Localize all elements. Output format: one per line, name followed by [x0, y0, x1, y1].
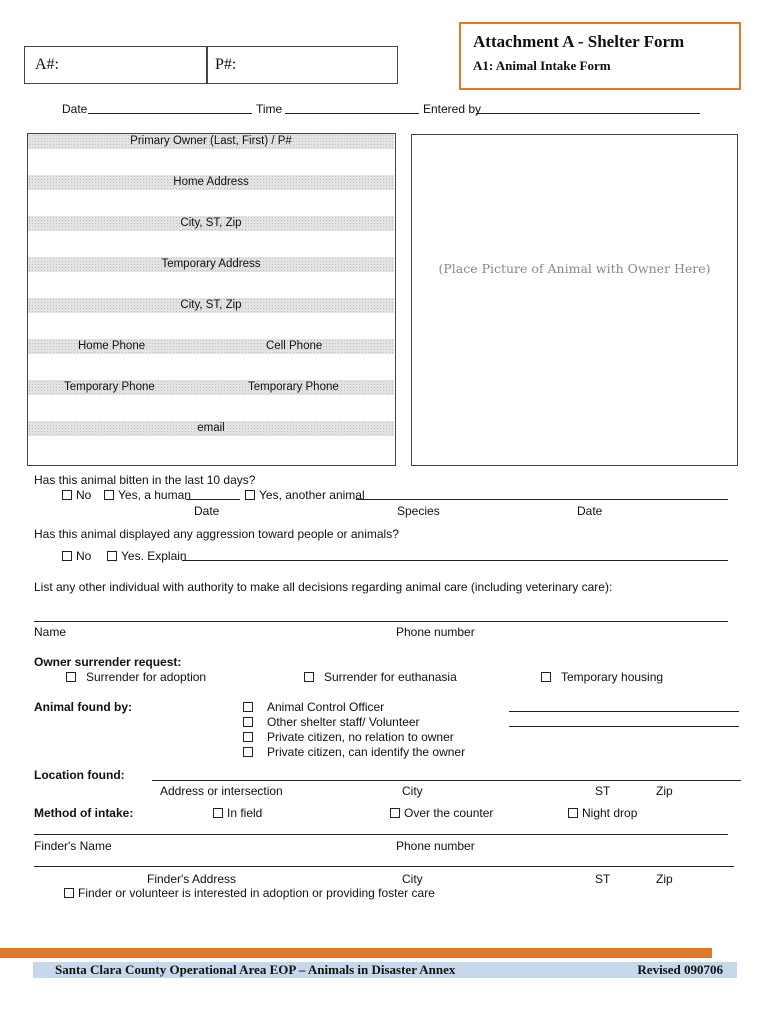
intake-field-option[interactable]: [213, 806, 262, 820]
intake-night-drop-label: Night drop: [582, 806, 638, 820]
surrender-heading: Owner surrender request:: [34, 655, 182, 669]
location-address-caption: Address or intersection: [160, 784, 283, 798]
bite-animal-details-field[interactable]: [356, 499, 728, 500]
intake-counter-option[interactable]: [390, 806, 493, 820]
finder-phone-caption: Phone number: [396, 839, 475, 853]
surrender-euthanasia-label: Surrender for euthanasia: [324, 670, 457, 684]
aggression-yes-option[interactable]: [107, 549, 187, 563]
primary-owner-header: [28, 134, 394, 149]
date-field[interactable]: [88, 113, 252, 114]
bite-yes-human-option[interactable]: [104, 488, 191, 502]
phone-fields[interactable]: [28, 354, 394, 380]
footer-accent-bar: [0, 948, 712, 958]
temporary-housing-option[interactable]: [541, 670, 663, 684]
temporary-housing-label: Temporary housing: [561, 670, 664, 684]
found-by-label-3: Private citizen, no relation to owner: [267, 730, 454, 744]
found-by-label-2: Other shelter staff/ Volunteer: [267, 715, 420, 729]
email-field[interactable]: [28, 436, 394, 463]
bite-yes-human-label: Yes, a human: [118, 488, 191, 502]
location-field[interactable]: [152, 780, 741, 781]
checkbox-icon[interactable]: [243, 747, 253, 757]
aggression-no-label: No: [76, 549, 92, 563]
surrender-adoption-label: Surrender for adoption: [86, 670, 207, 684]
title-box: [459, 22, 741, 90]
checkbox-icon[interactable]: [62, 551, 72, 561]
form-subtitle: A1: Animal Intake Form: [473, 58, 611, 73]
checkbox-icon[interactable]: [213, 808, 223, 818]
p-number-field[interactable]: [206, 46, 398, 84]
checkbox-icon[interactable]: [66, 672, 76, 682]
email-label: email: [197, 422, 225, 434]
finder-address-caption: Finder's Address: [147, 872, 236, 886]
primary-owner-label: Primary Owner (Last, First) / P#: [130, 135, 292, 147]
footer-band: [33, 962, 737, 978]
checkbox-icon[interactable]: [541, 672, 551, 682]
aggression-yes-label: Yes. Explain: [121, 549, 187, 563]
checkbox-icon[interactable]: [243, 702, 253, 712]
cell-phone-label: Cell Phone: [266, 340, 323, 352]
intake-counter-label: Over the counter: [404, 806, 494, 820]
surrender-adoption-option[interactable]: [66, 670, 206, 684]
found-by-detail-field-2[interactable]: [509, 726, 739, 727]
checkbox-icon[interactable]: [245, 490, 255, 500]
home-address-field[interactable]: [28, 190, 394, 216]
surrender-euthanasia-option[interactable]: [304, 670, 457, 684]
temporary-phone-label-1: Temporary Phone: [64, 381, 155, 393]
location-st-caption: ST: [595, 784, 611, 798]
temporary-address-header: [28, 257, 394, 272]
bite-date-caption: Date: [194, 504, 220, 518]
finder-city-caption: City: [402, 872, 423, 886]
home-address-header: [28, 175, 394, 190]
checkbox-icon[interactable]: [62, 490, 72, 500]
finder-address-field[interactable]: [34, 866, 734, 867]
authority-name-caption: Name: [34, 625, 67, 639]
checkbox-icon[interactable]: [568, 808, 578, 818]
time-label: Time: [256, 102, 283, 116]
date-label: Date: [62, 102, 88, 116]
temporary-phone-fields[interactable]: [28, 395, 394, 421]
finder-st-caption: ST: [595, 872, 611, 886]
finder-zip-caption: Zip: [656, 872, 673, 886]
p-number-label: P#:: [215, 56, 237, 73]
bite-date2-caption: Date: [577, 504, 603, 518]
finder-name-caption: Finder's Name: [34, 839, 112, 853]
bite-no-label: No: [76, 488, 92, 502]
city-st-zip-field-1[interactable]: [28, 231, 394, 257]
found-by-option-1[interactable]: [243, 700, 384, 714]
intake-heading: Method of intake:: [34, 806, 134, 820]
bite-yes-animal-label: Yes, another animal: [259, 488, 365, 502]
checkbox-icon[interactable]: [390, 808, 400, 818]
phone-header: [28, 339, 394, 354]
checkbox-icon[interactable]: [64, 888, 74, 898]
a-number-field[interactable]: [24, 46, 208, 84]
checkbox-icon[interactable]: [104, 490, 114, 500]
bite-yes-animal-option[interactable]: [245, 488, 365, 502]
footer-title: Santa Clara County Operational Area EOP – Animals in Disaster Annex: [55, 962, 456, 977]
found-by-detail-field-1[interactable]: [509, 711, 739, 712]
intake-night-drop-option[interactable]: [568, 806, 637, 820]
bite-question: Has this animal bitten in the last 10 days?: [34, 473, 256, 487]
location-city-caption: City: [402, 784, 423, 798]
city-st-zip-field-2[interactable]: [28, 313, 394, 339]
entered-by-label: Entered by: [423, 102, 482, 116]
found-by-option-2[interactable]: [243, 715, 420, 729]
a-number-label: A#:: [35, 56, 59, 73]
time-field[interactable]: [285, 113, 419, 114]
home-phone-label: Home Phone: [78, 340, 146, 352]
city-st-zip-label-1: City, ST, Zip: [180, 217, 242, 229]
temporary-address-label: Temporary Address: [161, 258, 261, 270]
temporary-address-field[interactable]: [28, 272, 394, 298]
checkbox-icon[interactable]: [243, 732, 253, 742]
bite-species-caption: Species: [397, 504, 440, 518]
city-st-zip-header-2: [28, 298, 394, 313]
primary-owner-field[interactable]: [28, 149, 394, 175]
aggression-no-option[interactable]: [62, 549, 91, 563]
entered-by-field[interactable]: [476, 113, 700, 114]
finder-name-field[interactable]: [34, 834, 728, 835]
authority-phone-caption: Phone number: [396, 625, 475, 639]
finder-interest-label: Finder or volunteer is interested in adoption or providing foster care: [78, 886, 435, 900]
aggression-question: Has this animal displayed any aggression toward people or animals?: [34, 527, 399, 541]
checkbox-icon[interactable]: [243, 717, 253, 727]
authority-question: List any other individual with authority to make all decisions regarding animal care (including veterinary care):: [34, 580, 613, 594]
found-by-label-4: Private citizen, can identify the owner: [267, 745, 466, 759]
location-heading: Location found:: [34, 768, 125, 782]
location-zip-caption: Zip: [656, 784, 673, 798]
found-by-option-3[interactable]: [243, 730, 454, 744]
email-header: [28, 421, 394, 436]
intake-field-label: In field: [227, 806, 263, 820]
found-by-heading: Animal found by:: [34, 700, 132, 714]
bite-human-date-field[interactable]: [186, 499, 240, 500]
checkbox-icon[interactable]: [304, 672, 314, 682]
photo-placeholder-text: (Place Picture of Animal with Owner Here): [438, 261, 711, 276]
finder-interest-option[interactable]: [64, 886, 435, 900]
temporary-phone-label-2: Temporary Phone: [248, 381, 339, 393]
city-st-zip-label-2: City, ST, Zip: [180, 299, 242, 311]
authority-field[interactable]: [34, 621, 728, 622]
temporary-phone-header: [28, 380, 394, 395]
photo-placeholder-box[interactable]: [411, 134, 738, 466]
city-st-zip-header-1: [28, 216, 394, 231]
found-by-option-4[interactable]: [243, 745, 465, 759]
home-address-label: Home Address: [173, 176, 249, 188]
aggression-explain-field[interactable]: [182, 560, 728, 561]
bite-no-option[interactable]: [62, 488, 91, 502]
checkbox-icon[interactable]: [107, 551, 117, 561]
form-title: Attachment A - Shelter Form: [473, 32, 685, 51]
footer-revision: Revised 090706: [637, 962, 723, 977]
found-by-label-1: Animal Control Officer: [267, 700, 385, 714]
